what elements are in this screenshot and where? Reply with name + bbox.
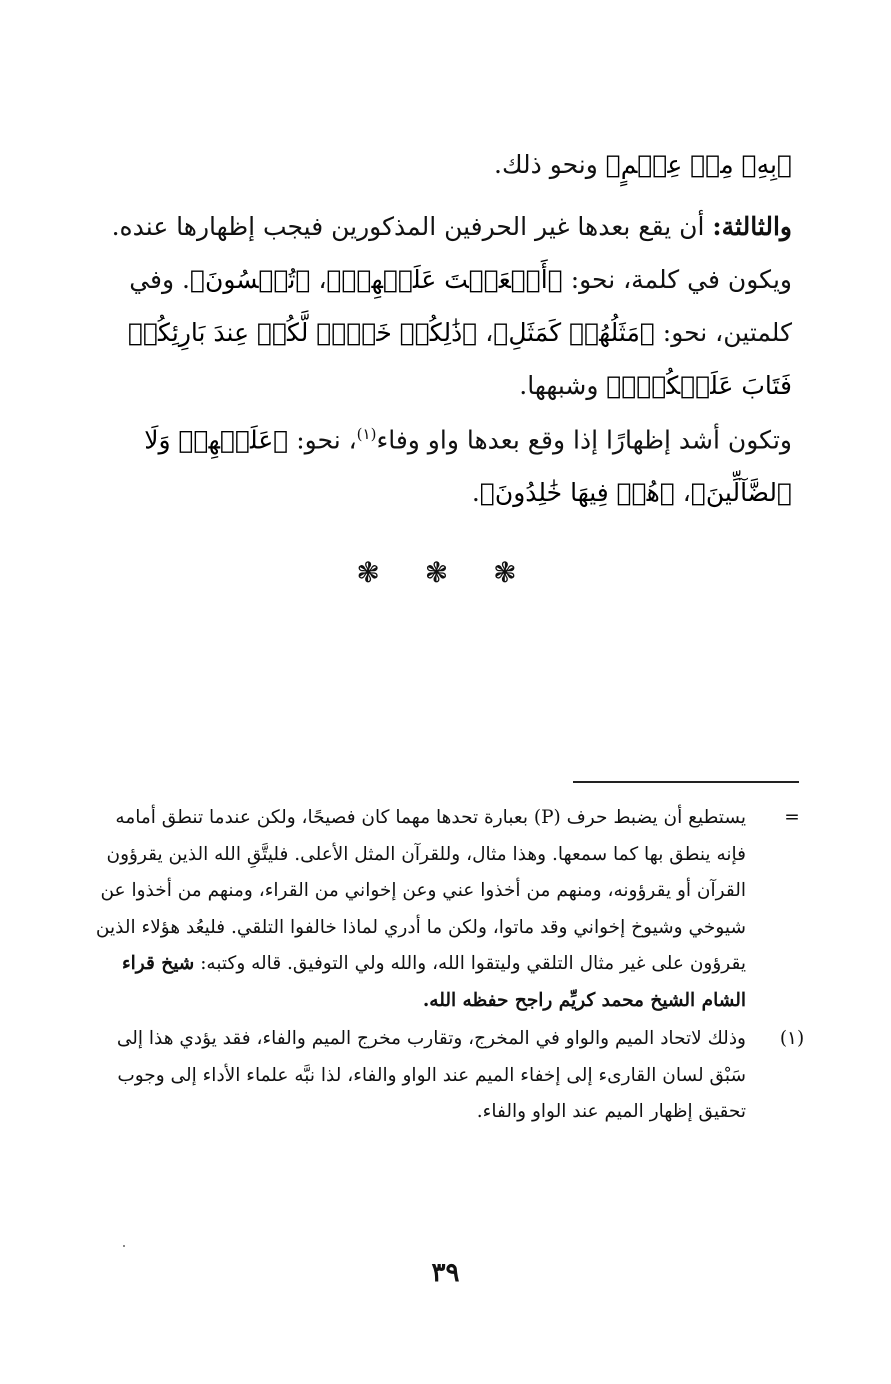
paragraph-continuation bbox=[92, 138, 792, 191]
page-number: ٣٩ bbox=[431, 1258, 460, 1288]
paragraph-text: . bbox=[471, 478, 480, 508]
footnote-continuation bbox=[92, 800, 800, 1019]
footnote-text: يستطيع أن يضبط حرف (P) بعبارة تحدها مهما كان فصيحًا، ولكن عندما تنطق أمامه فإنه ينطق بها كما سمعها. وهذا مثال، وللقرآن المثل الأعلى. فليتَّقِ الله الذين يقرؤون القرآن أو يقرؤونه، ومنهم من أخذوا عني وعن إخواني من القراء، ومنهم من أخذوا عن شيوخي وشيوخ إخواني وقد ماتوا، ولكن ما أدري لماذا خالفوا التلقي. فليعُد هؤلاء الذين يقرؤون على غير مثال التلقي وليتقوا الله، والله ولي التوفيق. قاله وكتبه: bbox=[95, 807, 746, 974]
paragraph-text: أن يقع بعدها غير الحرفين المذكورين فيجب إظهارها عنده. ويكون في كلمة، نحو: bbox=[111, 212, 792, 294]
paragraph-text: وشبهها. bbox=[519, 371, 607, 400]
paragraph-text: وتكون أشد إظهارًا إذا وقع بعدها واو وفاء bbox=[376, 425, 792, 455]
footnotes-area bbox=[92, 800, 805, 1131]
quran-quote: ﴿بِهِۦ مِنۡ عِلۡمٍ﴾ bbox=[605, 150, 792, 179]
paragraph-strong-izhar bbox=[92, 408, 792, 519]
paragraph-lead-term: والثالثة: bbox=[712, 212, 792, 241]
paragraph-third-case bbox=[92, 200, 792, 412]
quran-quote: ﴿مَثَلُهُمۡ كَمَثَلِ﴾ bbox=[493, 318, 655, 347]
quran-quote: ﴿عَلَيۡهِمۡ وَلَا ٱلضَّآلِّينَ﴾ bbox=[144, 425, 792, 508]
separator: ، bbox=[477, 318, 494, 347]
footnote-number: (١) bbox=[779, 1028, 805, 1049]
section-divider-ornaments: ❃ ❃ ❃ bbox=[356, 556, 535, 589]
footnote-text: وذلك لاتحاد الميم والواو في المخرج، وتقارب مخرج الميم والفاء، فقد يؤدي هذا إلى سَبْق لسان القارىء إلى إخفاء الميم عند الواو والفاء، لذا نبَّه علماء الأداء إلى وجوب تحقيق إظهار الميم عند الواو والفاء. bbox=[116, 1028, 746, 1122]
quran-quote: ﴿ذَٰلِكُمۡ خَيۡرٞ لَّكُمۡ عِندَ بَارِئِكُمۡ فَتَابَ عَلَيۡكُمۡۚ﴾ bbox=[128, 318, 792, 400]
footnote-1 bbox=[92, 1021, 805, 1131]
quran-quote: ﴿أَنۡعَمۡتَ عَلَيۡهِمۡ﴾ bbox=[326, 265, 563, 294]
scan-speck bbox=[123, 1245, 125, 1247]
footnote-reference[interactable]: (١) bbox=[356, 425, 377, 443]
footnote-signature: شيخ قراء الشام الشيخ محمد كريِّم راجح حفظه الله. bbox=[121, 953, 746, 1011]
quran-quote: ﴿هُمۡ فِيهَا خَٰلِدُونَ﴾ bbox=[479, 478, 675, 508]
paragraph-text: ونحو ذلك. bbox=[494, 150, 606, 179]
separator: ، bbox=[310, 265, 327, 294]
continuation-marker: = bbox=[784, 807, 800, 828]
paragraph-text: . وفي كلمتين، نحو: bbox=[129, 265, 792, 347]
paragraph-text: ، نحو: bbox=[288, 425, 357, 455]
separator: ، bbox=[674, 478, 691, 508]
quran-quote: ﴿تُمۡسُونَ﴾ bbox=[189, 265, 311, 294]
footnote-separator-line bbox=[573, 781, 799, 783]
